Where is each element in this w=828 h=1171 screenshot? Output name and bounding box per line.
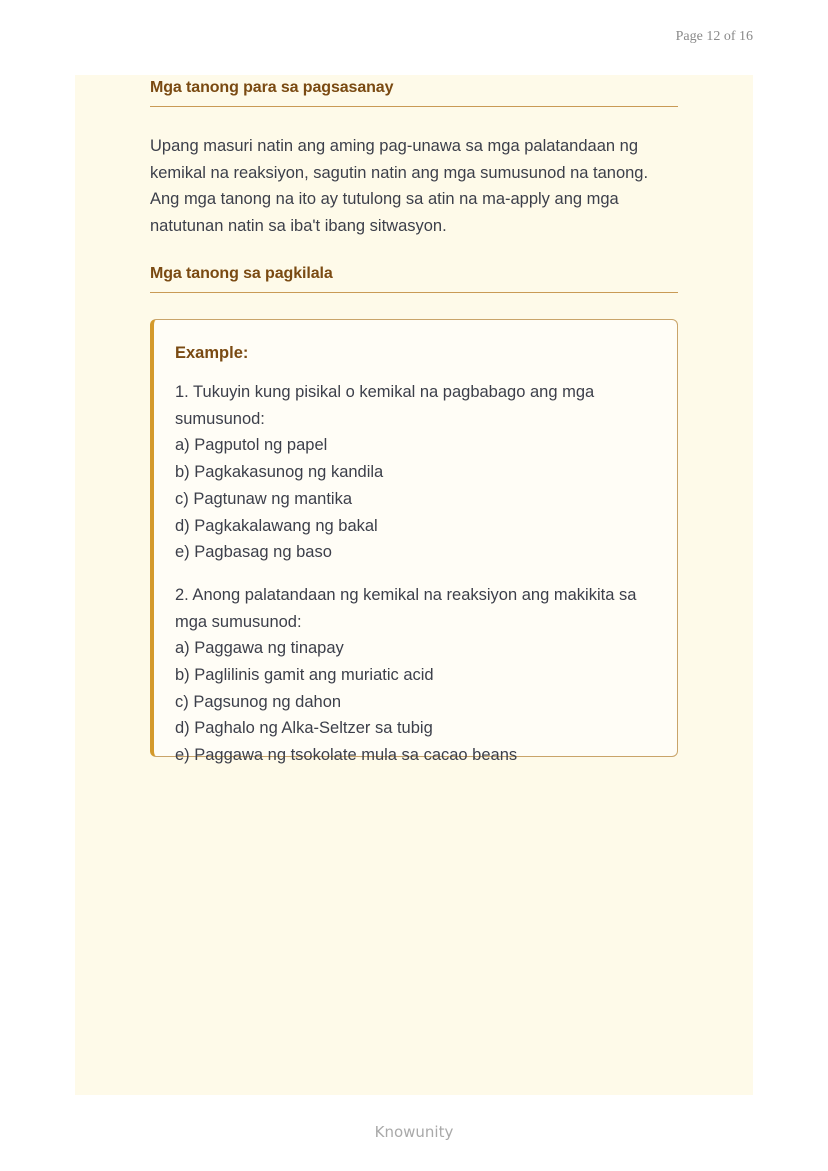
question-option: a) Paggawa ng tinapay [175,639,344,658]
intro-paragraph: Upang masuri natin ang aming pag-unawa sa mga palatandaan ng kemikal na reaksiyon, sagutin natin ang mga sumusunod na tanong. Ang mga tanong na ito ay tutulong sa atin na ma-apply ang mga natutunan natin sa iba't ibang sitwasyon. [150,137,649,235]
question-option: d) Paghalo ng Alka-Seltzer sa tubig [175,719,433,738]
question-prompt: 1. Tukuyin kung pisikal o kemikal na pagbabago ang mga sumusunod: [175,383,595,428]
question-option: e) Paggawa ng tsokolate mula sa cacao beans [175,746,518,765]
question-option: c) Pagsunog ng dahon [175,692,342,711]
question-option: d) Pagkakalawang ng bakal [175,516,378,535]
question-1 [175,379,653,566]
footer-brand: Knowunity [374,1123,454,1141]
example-title: Example: [175,344,249,362]
question-option: e) Pagbasag ng baso [175,543,332,562]
subsection-heading: Mga tanong sa pagkilala [150,261,678,293]
page-indicator: Page 12 of 16 [675,29,753,44]
question-option: a) Pagputol ng papel [175,436,328,455]
question-option: c) Pagtunaw ng mantika [175,489,353,508]
question-2 [175,582,653,769]
question-option: b) Pagkakasunog ng kandila [175,463,384,482]
page-content [150,75,678,765]
document-page [75,75,753,1095]
section-heading: Mga tanong para sa pagsasanay [150,75,678,107]
example-box [150,319,678,765]
question-option: b) Paglilinis gamit ang muriatic acid [175,666,434,685]
question-prompt: 2. Anong palatandaan ng kemikal na reaksiyon ang makikita sa mga sumusunod: [175,585,637,631]
